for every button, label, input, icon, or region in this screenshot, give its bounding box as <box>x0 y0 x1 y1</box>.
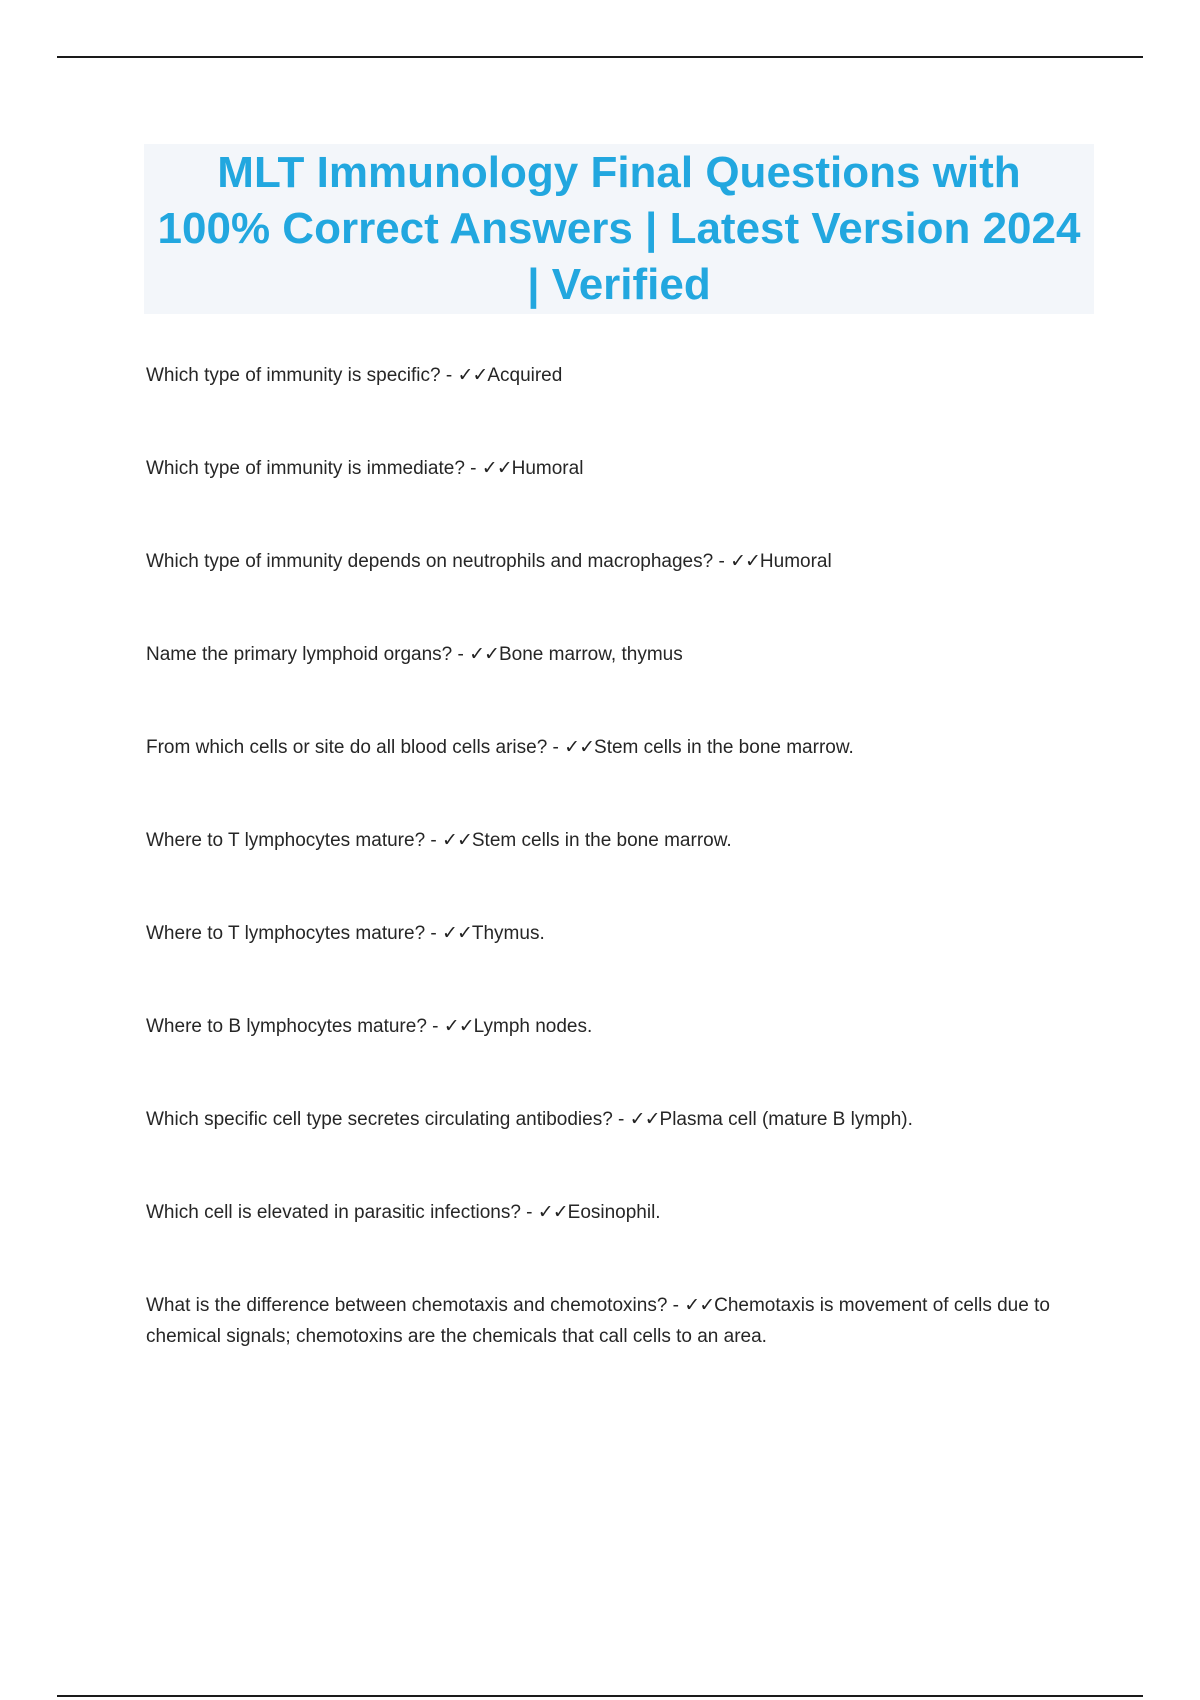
separator: - <box>612 1109 630 1130</box>
qa-item <box>146 825 1066 856</box>
qa-item <box>146 1197 1066 1228</box>
question-text: Which type of immunity depends on neutrophils and macrophages? <box>146 551 714 572</box>
qa-list <box>146 360 1066 1414</box>
separator: - <box>425 830 443 851</box>
answer-text: Lymph nodes. <box>473 1016 593 1037</box>
double-check-icon: ✓✓ <box>442 922 472 944</box>
question-text: Which type of immunity is immediate? <box>146 458 465 479</box>
question-text: Which specific cell type secretes circulating antibodies? <box>146 1109 613 1130</box>
qa-item <box>146 360 1066 391</box>
separator: - <box>452 644 470 665</box>
answer-text: Thymus. <box>471 923 545 944</box>
answer-text: Eosinophil. <box>567 1202 661 1223</box>
qa-item <box>146 732 1066 763</box>
separator: - <box>667 1295 685 1316</box>
separator: - <box>464 458 482 479</box>
qa-item <box>146 546 1066 577</box>
question-text: Where to T lymphocytes mature? <box>146 923 426 944</box>
qa-item <box>146 1290 1066 1352</box>
separator: - <box>440 365 458 386</box>
qa-item <box>146 1011 1066 1042</box>
separator: - <box>520 1202 538 1223</box>
question-text: From which cells or site do all blood cells arise? <box>146 737 548 758</box>
answer-text: Stem cells in the bone marrow. <box>471 830 732 851</box>
qa-item <box>146 1104 1066 1135</box>
title-banner <box>144 144 1094 314</box>
question-text: What is the difference between chemotaxis and chemotoxins? <box>146 1295 668 1316</box>
answer-text: Plasma cell (mature B lymph). <box>659 1109 913 1130</box>
answer-text: Humoral <box>511 458 584 479</box>
answer-text: Humoral <box>759 551 832 572</box>
double-check-icon: ✓✓ <box>629 1108 660 1130</box>
answer-text: Bone marrow, thymus <box>498 644 683 665</box>
separator: - <box>426 1016 444 1037</box>
double-check-icon: ✓✓ <box>469 643 499 665</box>
double-check-icon: ✓✓ <box>457 364 488 386</box>
answer-text: Acquired <box>487 365 563 386</box>
separator: - <box>425 923 443 944</box>
question-text: Where to B lymphocytes mature? <box>146 1016 427 1037</box>
bottom-rule <box>57 1695 1143 1697</box>
double-check-icon: ✓✓ <box>481 457 512 479</box>
answer-text: Stem cells in the bone marrow. <box>594 737 854 758</box>
question-text: Where to T lymphocytes mature? <box>146 830 426 851</box>
question-text: Which type of immunity is specific? <box>146 365 441 386</box>
question-text: Which cell is elevated in parasitic infections? <box>146 1202 521 1223</box>
double-check-icon: ✓✓ <box>564 736 595 758</box>
separator: - <box>547 737 565 758</box>
separator: - <box>713 551 731 572</box>
double-check-icon: ✓✓ <box>730 550 760 572</box>
double-check-icon: ✓✓ <box>442 829 472 851</box>
top-rule <box>57 56 1143 58</box>
double-check-icon: ✓✓ <box>537 1201 568 1223</box>
double-check-icon: ✓✓ <box>443 1015 474 1037</box>
document-title: MLT Immunology Final Questions with 100% Correct Answers | Latest Version 2024 | Verified <box>157 148 1081 309</box>
qa-item <box>146 639 1066 670</box>
qa-item <box>146 918 1066 949</box>
question-text: Name the primary lymphoid organs? <box>146 644 453 665</box>
double-check-icon: ✓✓ <box>684 1294 715 1316</box>
qa-item <box>146 453 1066 484</box>
answer-text: Chemotaxis is movement of cells due to chemical signals; chemotoxins are the chemicals that call cells to an area. <box>146 1295 1050 1347</box>
